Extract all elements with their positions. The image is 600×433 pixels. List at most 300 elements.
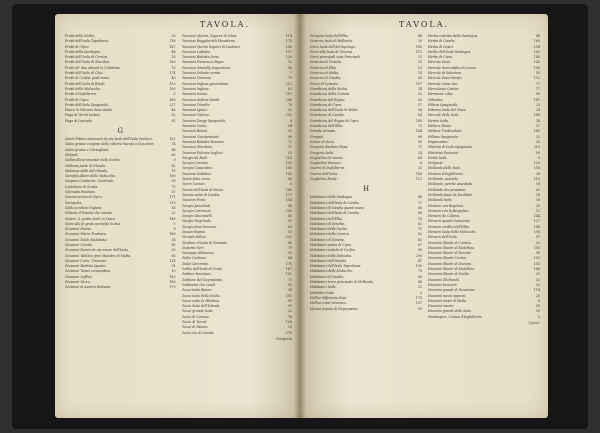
index-entry-term: Giovanni Lafiosta. bbox=[181, 49, 211, 54]
running-head-left: TAVOLA. bbox=[199, 20, 250, 29]
index-entry-page: 19 bbox=[535, 192, 540, 197]
index-entry-page: 15 bbox=[417, 216, 422, 221]
index-entry-term: Gisberto Neri. bbox=[181, 245, 205, 250]
index-entry-term: Gente Pittine summarii da piu Isole dell'Isola Santoro. bbox=[65, 137, 153, 142]
index-entry-term: Gozzo Isola Rianer. bbox=[181, 288, 213, 293]
index-entry-page: 187 bbox=[285, 92, 292, 97]
index-entry-term: Grandezza della Sicilia. bbox=[310, 86, 349, 91]
index-entry-page: 51 bbox=[287, 150, 292, 155]
index-entry-page: 180 bbox=[169, 60, 176, 65]
index-entry-term: Huntington, Contea d'Inghilterra. bbox=[428, 314, 483, 319]
index-entry-term: Historia di Isola Spagnuola. bbox=[428, 145, 474, 150]
index-entry-term: Gozzo isola della Sicilia. bbox=[181, 293, 221, 298]
index-entry-page: 166 bbox=[533, 267, 540, 272]
index-entry-page: 18 bbox=[535, 118, 540, 123]
index-entry-page: 48 bbox=[417, 34, 422, 38]
index-entry-term: Giovanni Salmite errata. bbox=[181, 71, 222, 76]
index-entry-page: 73 bbox=[171, 184, 176, 189]
index-entry-term: Goldaro Venetiani. bbox=[181, 272, 212, 277]
index-entry-page: 190 bbox=[169, 86, 176, 91]
index-entry-page: 7 bbox=[289, 71, 292, 76]
index-entry-term: Giovanni Tornosio. bbox=[181, 76, 212, 81]
index-entry-term: Girolamo d'Isola di Nemiset. bbox=[181, 240, 228, 245]
index-entry-term: Giovanni Francesco Fagio. bbox=[181, 60, 225, 65]
index-entry-page: 93 bbox=[417, 306, 422, 311]
index-entry-term: Huomini benevoli. bbox=[428, 282, 458, 287]
index-entry-term: Habitatori di Venetia. bbox=[310, 221, 345, 226]
right-page-column-2 bbox=[428, 34, 540, 412]
index-entry-page: 104 bbox=[533, 44, 540, 49]
index-entry-term: Homero dell'Isola. bbox=[428, 235, 458, 240]
index-entry-term: Huomini illustri di Giovani. bbox=[428, 261, 472, 266]
index-entry-term: Hollanda, essendo. bbox=[428, 177, 459, 182]
index-entry-page: 59 bbox=[535, 304, 540, 309]
index-entry-term: Giulio Carerrato. bbox=[181, 261, 209, 266]
index-entry-page: 168 bbox=[415, 171, 422, 176]
index-entry-term: Huomini illustri Corsini. bbox=[428, 256, 468, 261]
index-entry-page: 180 bbox=[415, 44, 422, 49]
index-entry-page: 38 bbox=[287, 288, 292, 293]
index-entry-page: 46 bbox=[171, 108, 176, 113]
index-entry-term: Giovanni Quirini Signori di Lautenci. bbox=[181, 44, 242, 49]
index-entry-term: Governo di Malta. bbox=[310, 71, 340, 76]
index-entry-term: Homero de Colonia. bbox=[428, 214, 461, 219]
index-entry-term: Gozzo di Corsica. bbox=[181, 314, 210, 319]
index-entry bbox=[310, 307, 422, 312]
index-entry-page: 169 bbox=[533, 129, 540, 134]
index-entry-page: 115 bbox=[533, 177, 540, 182]
index-entry-page: 182 bbox=[285, 171, 292, 176]
index-entry-term: Huomini rinati di Malta. bbox=[428, 298, 468, 303]
index-entry-term: Herba di Candia. bbox=[428, 39, 456, 44]
index-entry-term: Habitatori della Corsica. bbox=[310, 232, 350, 237]
index-entry-term: Guglielmo Reale. bbox=[310, 177, 338, 182]
index-entry-term: Governo di Elba. bbox=[310, 65, 338, 70]
index-entry-page: 118 bbox=[533, 166, 540, 171]
index-entry-term: Hernia Isola. bbox=[428, 118, 449, 123]
index-entry-page: 190 bbox=[169, 174, 176, 179]
index-entry-term: Giovanni Conte. bbox=[181, 124, 208, 129]
index-entry-term: Frutti di Cipro. bbox=[65, 44, 90, 49]
index-entry-page: 144 bbox=[533, 214, 540, 219]
index-entry-term: Hellini differente dove. bbox=[310, 295, 348, 300]
index-entry-page: 15 bbox=[417, 60, 422, 65]
index-entry-page: 48 bbox=[171, 49, 176, 54]
index-entry-page: 52 bbox=[171, 113, 176, 118]
index-entry-page: 163 bbox=[533, 49, 540, 54]
index-entry-term: Habitatori primo di Cipro. bbox=[310, 242, 353, 247]
index-entry-page: 13 bbox=[417, 65, 422, 70]
index-entry-term: Gozzo via di Candia. bbox=[181, 330, 215, 335]
index-entry-term: Huomini mezzi opposti. bbox=[428, 293, 467, 298]
index-entry-page: 35 bbox=[171, 34, 176, 38]
index-entry-term: Galeo grasse e Corsegliani. bbox=[65, 147, 110, 152]
index-entry bbox=[182, 331, 293, 336]
index-entry-page: 170 bbox=[285, 192, 292, 197]
index-entry-term: Hercole dove edifico lo Leone. bbox=[428, 65, 478, 70]
index-entry-page: 170 bbox=[285, 330, 292, 335]
index-entry-page: 116 bbox=[285, 155, 292, 160]
index-entry-term: Herba di Lipari. bbox=[428, 44, 454, 49]
index-entry-term: Giovanni Fulvano Inglese. bbox=[181, 150, 224, 155]
index-entry-term: Giovanni Suffivo. bbox=[65, 274, 93, 279]
index-entry-page: 149 bbox=[169, 216, 176, 221]
index-entry-page: 114 bbox=[169, 258, 176, 263]
index-entry-page: 108 bbox=[285, 208, 292, 213]
index-entry-term: Frutti dell'Isola di Rhodi. bbox=[65, 81, 106, 86]
index-entry-page: 5 bbox=[173, 92, 176, 97]
index-entry-page: 72 bbox=[417, 227, 422, 232]
index-entry-page: 93 bbox=[417, 139, 422, 144]
index-entry-page: 160 bbox=[415, 118, 422, 123]
index-entry-term: Giovanni Constantinati. bbox=[181, 134, 220, 139]
index-entry-term: Frutti d'Inghilterra. bbox=[65, 92, 97, 97]
index-entry-term: Giovanni Bolani. bbox=[181, 129, 209, 134]
index-entry-term: Giovan dell'Isola di Nicea. bbox=[181, 187, 224, 192]
index-entry-term: Frutti delle Molucche. bbox=[65, 86, 102, 91]
index-entry-page: 40 bbox=[171, 76, 176, 81]
index-entry-term: Gozzo Isola dell'Irlanda. bbox=[181, 304, 221, 309]
index-entry-term: Habitatori di Candia. bbox=[310, 274, 345, 279]
index-entry-page: 19 bbox=[535, 309, 540, 314]
index-entry-page: 62 bbox=[417, 221, 422, 226]
index-entry-page: 168 bbox=[285, 166, 292, 171]
index-entry-term: Huomini illustri di Metellino. bbox=[428, 267, 475, 272]
index-entry-term: Frutti dell'Isola di Corsica. bbox=[65, 55, 109, 60]
index-entry-term: Frutti della Sicilia. bbox=[65, 34, 96, 38]
index-entry-page: 25 bbox=[535, 102, 540, 107]
index-entry-term: Grazie di Gozo. bbox=[310, 139, 335, 144]
index-entry-page: 152 bbox=[169, 137, 176, 142]
index-entry-page: 13 bbox=[417, 55, 422, 60]
index-entry-page: 179 bbox=[169, 285, 176, 290]
index-entry-term: Habitatori dell'Irlanda. bbox=[310, 258, 348, 263]
index-entry-page: 71 bbox=[417, 200, 422, 205]
index-entry-page: 14 bbox=[417, 71, 422, 76]
index-entry-page: 73 bbox=[171, 65, 176, 70]
index-entry-term: Giovanni Inglese generalista. bbox=[181, 81, 229, 86]
index-entry-page: 34 bbox=[535, 108, 540, 113]
index-entry-term: Giovanni Zango Spagnuolo. bbox=[181, 118, 227, 123]
index-entry-term: Frutti della Sardegna. bbox=[65, 49, 101, 54]
index-entry-term: Habitatori di Candia quanti siano. bbox=[310, 205, 365, 210]
index-entry-term: Homero con la Bergolani. bbox=[428, 208, 470, 213]
index-entry-term: Giovanni Vallette gran Maestro di Malta. bbox=[65, 253, 132, 258]
index-entry-term: Habitatori antichi di Corfou. bbox=[310, 248, 356, 253]
index-entry-page: 190 bbox=[415, 264, 422, 269]
index-entry-term: Habitatori dell'Isola di Candia. bbox=[310, 211, 360, 216]
index-entry-page: 175 bbox=[285, 39, 292, 44]
index-entry-page: 96 bbox=[287, 203, 292, 208]
index-entry-term: Giovanni Corte, Travenso. bbox=[65, 258, 108, 263]
index-entry-page: 138 bbox=[169, 39, 176, 44]
index-entry-term: Holda Isola. bbox=[428, 155, 448, 160]
index-entry-term: Gorgona Isola dell'Elba. bbox=[310, 34, 349, 38]
index-entry-page: 91 bbox=[171, 264, 176, 269]
index-entry-page: 167 bbox=[169, 44, 176, 49]
index-entry-term: Greci Isola dell'Archipelago. bbox=[310, 44, 356, 49]
index-entry-term: Fuga di Vermi Isolani. bbox=[65, 113, 101, 118]
index-entry-page: 72 bbox=[287, 139, 292, 144]
index-entry-page: 82 bbox=[171, 163, 176, 168]
index-entry-term: Genova prima di Cipro. bbox=[65, 195, 103, 200]
right-page bbox=[300, 14, 548, 418]
index-entry-term: Homero con Bogolani. bbox=[428, 203, 465, 208]
index-entry-term: Habitatori dell'Isola di Candia. bbox=[310, 200, 360, 205]
index-entry-page: 85 bbox=[171, 242, 176, 247]
index-entry-term: Habitatori dell'Elba. bbox=[310, 216, 343, 221]
index-entry-term: Governo Isola di Hollanda. bbox=[310, 39, 354, 44]
index-entry-term: Frutti dell'Isola di Chio. bbox=[65, 71, 104, 76]
index-entry-page: 17 bbox=[535, 124, 540, 129]
index-entry-term: Giovanni Comite. bbox=[65, 242, 93, 247]
index-entry-term: Guerre di Inghilterra. bbox=[310, 166, 346, 171]
left-page-column-1 bbox=[65, 34, 176, 412]
index-entry-term: Hippocrates. bbox=[428, 139, 449, 144]
index-entry-term: Giouan Espino. bbox=[181, 229, 206, 234]
index-entry-term: Frutti dell'Isola di Zanzibar. bbox=[65, 60, 111, 65]
index-entry-page: 167 bbox=[285, 267, 292, 272]
index-entry-term: Grandezza dell'Elba. bbox=[310, 124, 344, 129]
index-entry-page: 88 bbox=[171, 147, 176, 152]
index-entry-page: 153 bbox=[533, 261, 540, 266]
index-entry-page: 102 bbox=[285, 235, 292, 240]
index-entry-term: Huomini Ghirlanda. bbox=[428, 277, 460, 282]
index-entry-term: Frutti dell'Isola Taprobana. bbox=[65, 39, 110, 44]
index-entry-page: 106 bbox=[285, 44, 292, 49]
index-entry-page: 112 bbox=[415, 177, 422, 182]
index-entry-term: Galipoli. bbox=[65, 152, 79, 157]
index-entry-term: Huomini marini. bbox=[428, 304, 455, 309]
index-entry-term: Homero d'Inghilterra. bbox=[428, 171, 464, 176]
index-entry-term: Fuoco in Vulcano dove stiede. bbox=[65, 108, 114, 113]
index-entry-page: 35 bbox=[171, 237, 176, 242]
index-entry-term: Galeo grasse congran della vittoria havuta a Cunzolari. bbox=[65, 142, 155, 147]
index-entry-term: Giovanni Ivonio. bbox=[181, 92, 208, 97]
index-entry-page: 20 bbox=[417, 39, 422, 44]
index-entry-term: Giorni Corsari. bbox=[181, 182, 206, 187]
index-entry-term: Giovanni Trimilio. bbox=[181, 102, 211, 107]
index-entry-page: 57 bbox=[535, 235, 540, 240]
index-entry-page: 155 bbox=[533, 256, 540, 261]
index-entry-page: 25 bbox=[535, 272, 540, 277]
index-entry-page: 91 bbox=[287, 251, 292, 256]
index-entry-page: 24 bbox=[417, 150, 422, 155]
index-entry-page: 154 bbox=[285, 198, 292, 203]
index-entry-page: 165 bbox=[533, 39, 540, 44]
index-entry-page: 22 bbox=[171, 211, 176, 216]
index-entry-term: Gobbo dell'Isola di Creta. bbox=[181, 267, 223, 272]
index-entry-term: Giovanni Andrea Dandi. bbox=[181, 97, 221, 102]
index-entry-page: 149 bbox=[533, 55, 540, 60]
index-entry-page: 130 bbox=[285, 55, 292, 60]
index-entry-term: Hettore Tredeschian. bbox=[428, 129, 463, 134]
index-entry-term: Hiberno Isola del Nixia. bbox=[428, 108, 467, 113]
index-entry-term: Gobbone del Negropante. bbox=[181, 277, 224, 282]
index-entry-term: Giovanni Zarco. bbox=[65, 280, 91, 285]
index-entry bbox=[65, 119, 176, 124]
index-entry-term: Gildo scrittore Inglese. bbox=[65, 205, 103, 210]
index-entry-page: 52 bbox=[417, 92, 422, 97]
running-head-right: TAVOLA. bbox=[398, 20, 450, 29]
index-entry-page: 16 bbox=[535, 139, 540, 144]
index-entry-term: Hellini come vivevano. bbox=[310, 301, 347, 306]
index-entry-term: Hermione citta. bbox=[428, 92, 454, 97]
index-entry-page: 84 bbox=[287, 256, 292, 261]
index-entry-term: Grande Armata. bbox=[310, 129, 336, 134]
index-entry-term: Huomini illustri di Sicilia. bbox=[428, 272, 470, 277]
index-entry-term: Galeassa della del Irlanda. bbox=[65, 168, 108, 173]
index-entry-page: 79 bbox=[287, 245, 292, 250]
index-entry-page: 114 bbox=[285, 34, 292, 38]
index-entry-term: Gioni alle fe grote aurevole Scotia. bbox=[65, 221, 122, 226]
index-entry-term: Giorgio Costantino. bbox=[181, 166, 213, 171]
index-entry-page: 183 bbox=[169, 274, 176, 279]
index-entry-page: 56 bbox=[535, 251, 540, 256]
index-entry-term: Habitatori della Sicilia. bbox=[310, 227, 348, 232]
right-page-column-1 bbox=[310, 34, 422, 412]
index-entry-term: Gregorio Bardaro Papa. bbox=[310, 145, 349, 150]
index-entry-term: Giovanni Soldo Malatesta. bbox=[65, 237, 108, 242]
index-entry-page: 83 bbox=[287, 86, 292, 91]
index-entry-term: Giovanni di Aurora Idoluesa. bbox=[65, 285, 112, 290]
index-entry-term: Homero quanti inumerosi. bbox=[428, 219, 471, 224]
index-entry-page: 118 bbox=[533, 288, 540, 293]
index-entry-page: 190 bbox=[533, 229, 540, 234]
index-entry-page: 32 bbox=[417, 166, 422, 171]
index-entry-page: 95 bbox=[287, 298, 292, 303]
index-entry-page: 55 bbox=[287, 108, 292, 113]
index-entry-page: 79 bbox=[287, 76, 292, 81]
index-entry-page: 75 bbox=[287, 277, 292, 282]
index-entry-term: Hercole Insul. bbox=[428, 60, 451, 65]
index-entry-page: 81 bbox=[171, 118, 176, 123]
index-entry-page: 63 bbox=[417, 97, 422, 102]
index-entry-page: 112 bbox=[285, 81, 292, 86]
index-entry-page: 79 bbox=[287, 102, 292, 107]
index-entry-term: Gruppio. bbox=[310, 134, 325, 139]
index-entry-term: Guerre dell'Isola. bbox=[310, 171, 339, 176]
index-entry-page: 52 bbox=[535, 240, 540, 245]
index-entry-term: Habitatori Isola. bbox=[310, 285, 337, 290]
index-entry-term: Huomini grandi di Diramone. bbox=[428, 288, 476, 293]
index-entry-page: 70 bbox=[417, 269, 422, 274]
index-entry-page: 64 bbox=[417, 155, 422, 160]
index-entry-term: Giovanni Inglese. bbox=[181, 86, 210, 91]
index-entry-term: Gasparo Contarino, Cardinale. bbox=[65, 179, 115, 184]
index-entry-term: Giovanni Roggiberteli Mossitano. bbox=[181, 39, 236, 44]
index-entry-page: 48 bbox=[535, 34, 540, 38]
index-entry-page: 17 bbox=[535, 86, 540, 91]
index-entry-term: Hibernia. bbox=[428, 97, 444, 102]
index-entry-page: 60 bbox=[417, 211, 422, 216]
index-entry-page: 67 bbox=[417, 242, 422, 247]
index-entry-page: 147 bbox=[533, 97, 540, 102]
index-entry-page: 8 bbox=[419, 161, 422, 166]
index-entry-page: 55 bbox=[535, 71, 540, 76]
index-entry-page: 119 bbox=[169, 200, 176, 205]
index-entry-page: 152 bbox=[533, 76, 540, 81]
index-entry-page: 9 bbox=[173, 158, 176, 163]
index-entry-page: 38 bbox=[535, 171, 540, 176]
index-entry-page: 64 bbox=[417, 113, 422, 118]
index-entry-page: 73 bbox=[417, 124, 422, 129]
index-entry-term: Hollanda fosse de facilitate. bbox=[428, 192, 474, 197]
index-entry-page: 57 bbox=[171, 190, 176, 195]
index-entry-term: Huomini illustri di Metellino. bbox=[428, 245, 475, 250]
index-entry-term: Grandezza dell'Isola di Malta. bbox=[310, 108, 359, 113]
index-entry-term: Hollanda che prossimo. bbox=[428, 187, 467, 192]
index-entry-page: 62 bbox=[417, 232, 422, 237]
index-entry-term: Greco di Levante. bbox=[310, 81, 339, 86]
index-entry-page: 164 bbox=[415, 129, 422, 134]
index-entry-term: Hettore Dunio. bbox=[428, 124, 453, 129]
index-entry-page: 12 bbox=[535, 208, 540, 213]
index-entry-page: 170 bbox=[285, 261, 292, 266]
index-entry-page: 88 bbox=[287, 240, 292, 245]
index-entry-term: Fuga di Leucade. bbox=[65, 118, 93, 123]
index-entry-term: Gregorio Isola. bbox=[310, 150, 335, 155]
index-entry-term: Giovanni Battista Romano. bbox=[181, 139, 225, 144]
index-entry-term: Giovanni Giordano. bbox=[181, 145, 213, 150]
index-entry-page: 5 bbox=[419, 290, 422, 295]
index-entry-term: Grandezza di Candia. bbox=[310, 113, 345, 118]
index-entry-term: Giovanni Pietro Tradesco. bbox=[65, 232, 107, 237]
index-entry-term: Herculanio Contea. bbox=[428, 86, 460, 91]
index-entry-term: Giovani sotto di Candia. bbox=[181, 192, 221, 197]
index-entry-page: 93 bbox=[287, 129, 292, 134]
index-entry-page: 15 bbox=[287, 229, 292, 234]
index-entry-page: 18 bbox=[535, 198, 540, 203]
index-entry-term: Greci alla Isola di Giovara. bbox=[310, 49, 354, 54]
index-entry-page: 91 bbox=[287, 219, 292, 224]
index-entry-page: 53 bbox=[171, 55, 176, 60]
catchword-left: Gregorio bbox=[275, 336, 292, 341]
index-entry bbox=[65, 285, 176, 290]
index-entry-term: Greci principali cosa Principali. bbox=[310, 55, 361, 60]
index-entry-term: Giovanni Sonnelly Imperatore. bbox=[181, 65, 232, 70]
index-entry bbox=[428, 315, 540, 320]
index-entry-term: Giorgio Vascontelli. bbox=[181, 214, 214, 219]
index-entry-term: Grandezza del Regno di Cipro. bbox=[310, 118, 360, 123]
index-entry-page: 13 bbox=[171, 269, 176, 274]
index-entry-page: 100 bbox=[533, 65, 540, 70]
index-entry-term: Garofoli,albero delle Molucche. bbox=[65, 174, 116, 179]
index-entry-term: Hollanda, perche assediata. bbox=[428, 182, 474, 187]
index-entry-page: 53 bbox=[535, 277, 540, 282]
index-entry-page: 217 bbox=[169, 102, 176, 107]
index-entry-term: Gozzo di Vercel. bbox=[181, 320, 208, 325]
index-entry-page: 150 bbox=[533, 245, 540, 250]
index-entry-term: Holguesi. bbox=[428, 161, 444, 166]
index-entry-term: Castellano di Scotia. bbox=[65, 184, 99, 189]
index-entry-term: Governo di Candia. bbox=[310, 76, 342, 81]
index-entry-page: 90 bbox=[417, 274, 422, 279]
index-entry-term: Gironda Fallire. bbox=[181, 235, 207, 240]
index-entry-term: Giovanni Battista Ignatio. bbox=[65, 264, 107, 269]
index-entry-page: 32 bbox=[535, 134, 540, 139]
index-entry-page: 40 bbox=[417, 280, 422, 285]
index-entry-page: 59 bbox=[535, 150, 540, 155]
index-entry-page: 175 bbox=[415, 295, 422, 300]
index-entry-page: 49 bbox=[287, 177, 292, 182]
index-entry-page: 15 bbox=[171, 168, 176, 173]
index-entry-page: 200 bbox=[415, 253, 422, 258]
index-entry-page: 85 bbox=[287, 214, 292, 219]
index-entry-page: 68 bbox=[417, 134, 422, 139]
index-entry-term: Gallessa parte di Irlanda. bbox=[65, 163, 106, 168]
index-entry-page: 58 bbox=[417, 108, 422, 113]
